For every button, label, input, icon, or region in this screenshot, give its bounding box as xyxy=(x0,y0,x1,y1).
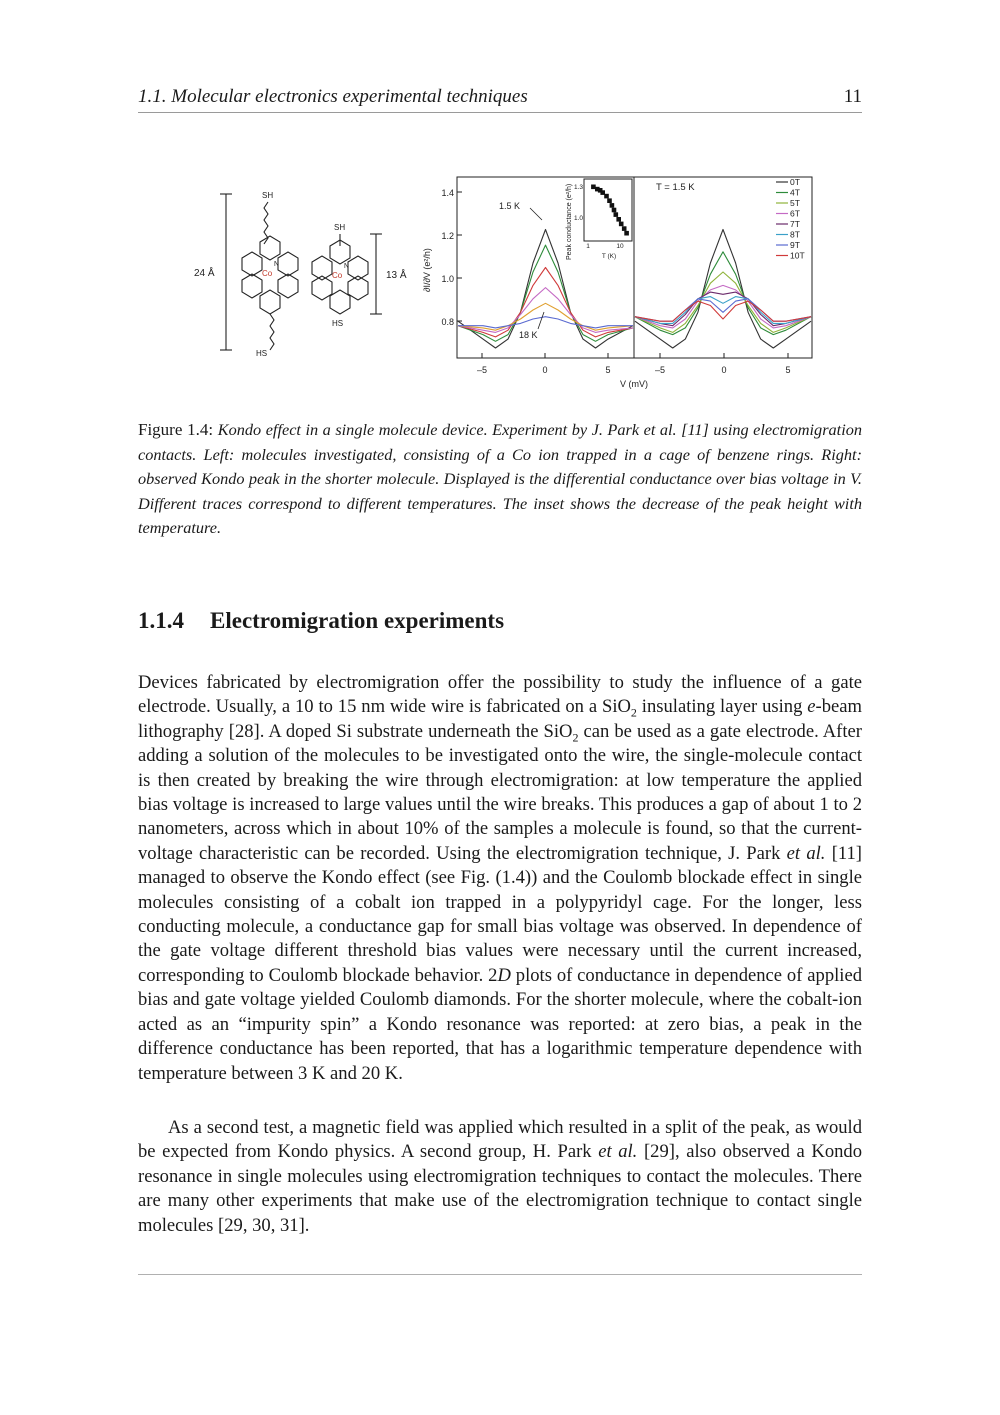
legend-label: 10T xyxy=(790,250,805,261)
inset-point xyxy=(616,217,621,222)
label-13a: 13 Å xyxy=(386,270,407,281)
left-xtick-5: 5 xyxy=(605,365,611,375)
inset-point xyxy=(614,212,619,217)
figure-caption xyxy=(138,418,862,541)
left-series-18k xyxy=(458,317,633,328)
right-plot-legend xyxy=(776,177,805,261)
figure-svg xyxy=(190,172,820,397)
legend-label: 9T xyxy=(790,240,800,250)
label-n-long: N xyxy=(274,261,280,268)
p2-text-1: As a second test, a magnetic field was applied which resulted in a split of the peak, as would be expected from Kondo physics. A second group, H. Park xyxy=(138,1117,862,1163)
ytick-1-2: 1.2 xyxy=(441,231,454,241)
right-xtick-0: 0 xyxy=(721,365,727,375)
right-xtick-5: 5 xyxy=(785,365,791,375)
inset-point xyxy=(607,198,612,203)
p1-text-5: [11] managed to observe the Kondo effect (see Fig. (1.4)) and the Coulomb blockade effect in single molecules consisting of a cobalt ion trapped in a polypyridyl cage. For the longer, less conducting molecule, a conductance gap for small bias voltage was observed. In dependence of the gate voltage different threshold bias values were necessary until the current increased, corresponding to Coulomb blockade behavior. 2 xyxy=(138,842,863,986)
label-sh-long: SH xyxy=(262,191,274,200)
inset-point xyxy=(612,208,617,213)
caption-text: Kondo effect in a single molecule device. Experiment by J. Park et al. [11] using electromigration contacts. Left: molecules investigated, consisting of a Co ion trapped in a cage of benzene rings. Right: observed Kondo peak in the shorter molecule. Displayed is the differential conductance over bias voltage in V. Different traces correspond to different temperatures. The inset shows the decrease of the peak height with temperature. xyxy=(138,420,862,537)
legend-label: 5T xyxy=(790,198,800,208)
section-number: 1.1.4 xyxy=(138,608,184,633)
annot-18k: 18 K xyxy=(519,330,538,340)
p1-em-3: D xyxy=(497,964,511,986)
p1-sub-1: 2 xyxy=(630,706,637,721)
p1-text-4: can be used as a gate electrode. After adding a solution of the molecules to be investigated onto the wire, the single-molecule contact is then created by breaking the wire through electromigration: at low temperature the applied bias voltage is increased to large values until the wire breaks. This produces a gap of about 1 to 2 nanometers, across which in about 10% of the samples a molecule is found, so that the current-voltage characteristic can be recorded. Using the electromigration technique, J. Park xyxy=(138,720,862,864)
alkyl-chain-bottom xyxy=(270,314,274,350)
figure-1-4 xyxy=(190,172,820,397)
annot-1-5k: 1.5 K xyxy=(499,201,521,211)
p1-text-3: -beam lithography [28]. A doped Si substrate underneath the SiO xyxy=(138,696,862,742)
right-series-4t xyxy=(635,252,811,335)
p1-sub-2: 2 xyxy=(572,730,579,745)
label-co-long: Co xyxy=(262,269,273,278)
inset-point xyxy=(624,231,629,236)
header-title: 1.1. Molecular electronics experimental techniques xyxy=(138,86,528,107)
left-plot-ylabel: ∂I/∂V (e²/h) xyxy=(422,248,432,292)
inset-plot xyxy=(566,179,632,260)
section-heading xyxy=(138,608,504,634)
footer-rule xyxy=(138,1274,862,1275)
p1-em-1: e xyxy=(807,696,816,718)
label-hs-long: HS xyxy=(256,349,268,358)
inset-xtick-1: 1 xyxy=(586,243,590,250)
label-sh-short: SH xyxy=(334,223,346,232)
label-24a: 24 Å xyxy=(194,268,215,279)
label-hs-short: HS xyxy=(332,319,344,328)
ytick-1-4: 1.4 xyxy=(441,188,454,198)
inset-point xyxy=(610,203,615,208)
section-title: Electromigration experiments xyxy=(210,608,505,633)
legend-label: 6T xyxy=(790,208,800,219)
right-xtick-neg5: –5 xyxy=(654,365,666,375)
caption-label: Figure 1.4: xyxy=(138,420,214,439)
ytick-1-0: 1.0 xyxy=(441,274,454,284)
left-series-5k xyxy=(458,268,633,337)
right-series-9t xyxy=(635,299,811,321)
legend-label: 7T xyxy=(790,219,800,229)
body-paragraph-2 xyxy=(138,1116,862,1238)
right-plot-curves xyxy=(635,230,811,349)
legend-label: 0T xyxy=(790,177,800,187)
p1-text-1: Devices fabricated by electromigration offer the possibility to study the influence of a gate electrode. Usually, a 10 to 15 nm wide wire is fabricated on a SiO xyxy=(138,672,862,718)
left-xtick-neg5: –5 xyxy=(476,365,488,375)
body-paragraph-1 xyxy=(138,671,862,1086)
p1-text-6: plots of conductance in dependence of applied bias and gate voltage yielded Coulomb diamonds. For the shorter molecule, where the cobalt-ion acted as an “impurity spin” a Kondo resonance was reported: at zero bias, a peak in the difference conductance has been reported, that has a logarithmic temperature dependence with temperature between 3 K and 20 K. xyxy=(138,964,862,1084)
inset-ytick-1-3: 1.3 xyxy=(573,184,583,191)
inset-point xyxy=(622,226,627,231)
ytick-0-8: 0.8 xyxy=(441,317,454,327)
inset-ylabel: Peak conductance (e²/h) xyxy=(566,183,573,260)
p2-text-2: [29], also observed a Kondo resonance in single molecules using electromigration techniques to contact the molecules. There are many other experiments that make use of the electromigration technique to contact single molecules [29, 30, 31]. xyxy=(138,1141,863,1236)
running-header xyxy=(138,86,862,113)
p1-em-2: et al. xyxy=(786,842,826,864)
right-plot-title: T = 1.5 K xyxy=(656,182,695,193)
inset-xtick-10: 10 xyxy=(616,243,624,250)
inset-point xyxy=(619,222,624,227)
left-xtick-0: 0 xyxy=(542,365,548,375)
right-series-10t xyxy=(635,301,811,321)
left-plot xyxy=(422,177,634,375)
p1-text-2: insulating layer using xyxy=(636,696,808,718)
inset-point xyxy=(604,194,609,199)
legend-label: 8T xyxy=(790,229,800,240)
label-n-short: N xyxy=(344,263,350,270)
page-number: 11 xyxy=(843,86,862,107)
molecule-diagrams xyxy=(220,194,382,350)
inset-xlabel: T (K) xyxy=(601,253,617,260)
right-plot xyxy=(634,177,812,375)
legend-label: 4T xyxy=(790,187,800,198)
label-co-short: Co xyxy=(332,271,343,280)
left-plot-curves xyxy=(458,230,633,349)
shared-xlabel: V (mV) xyxy=(620,379,648,389)
p2-em-1: et al. xyxy=(598,1141,638,1163)
inset-ytick-1-0: 1.0 xyxy=(573,215,583,222)
